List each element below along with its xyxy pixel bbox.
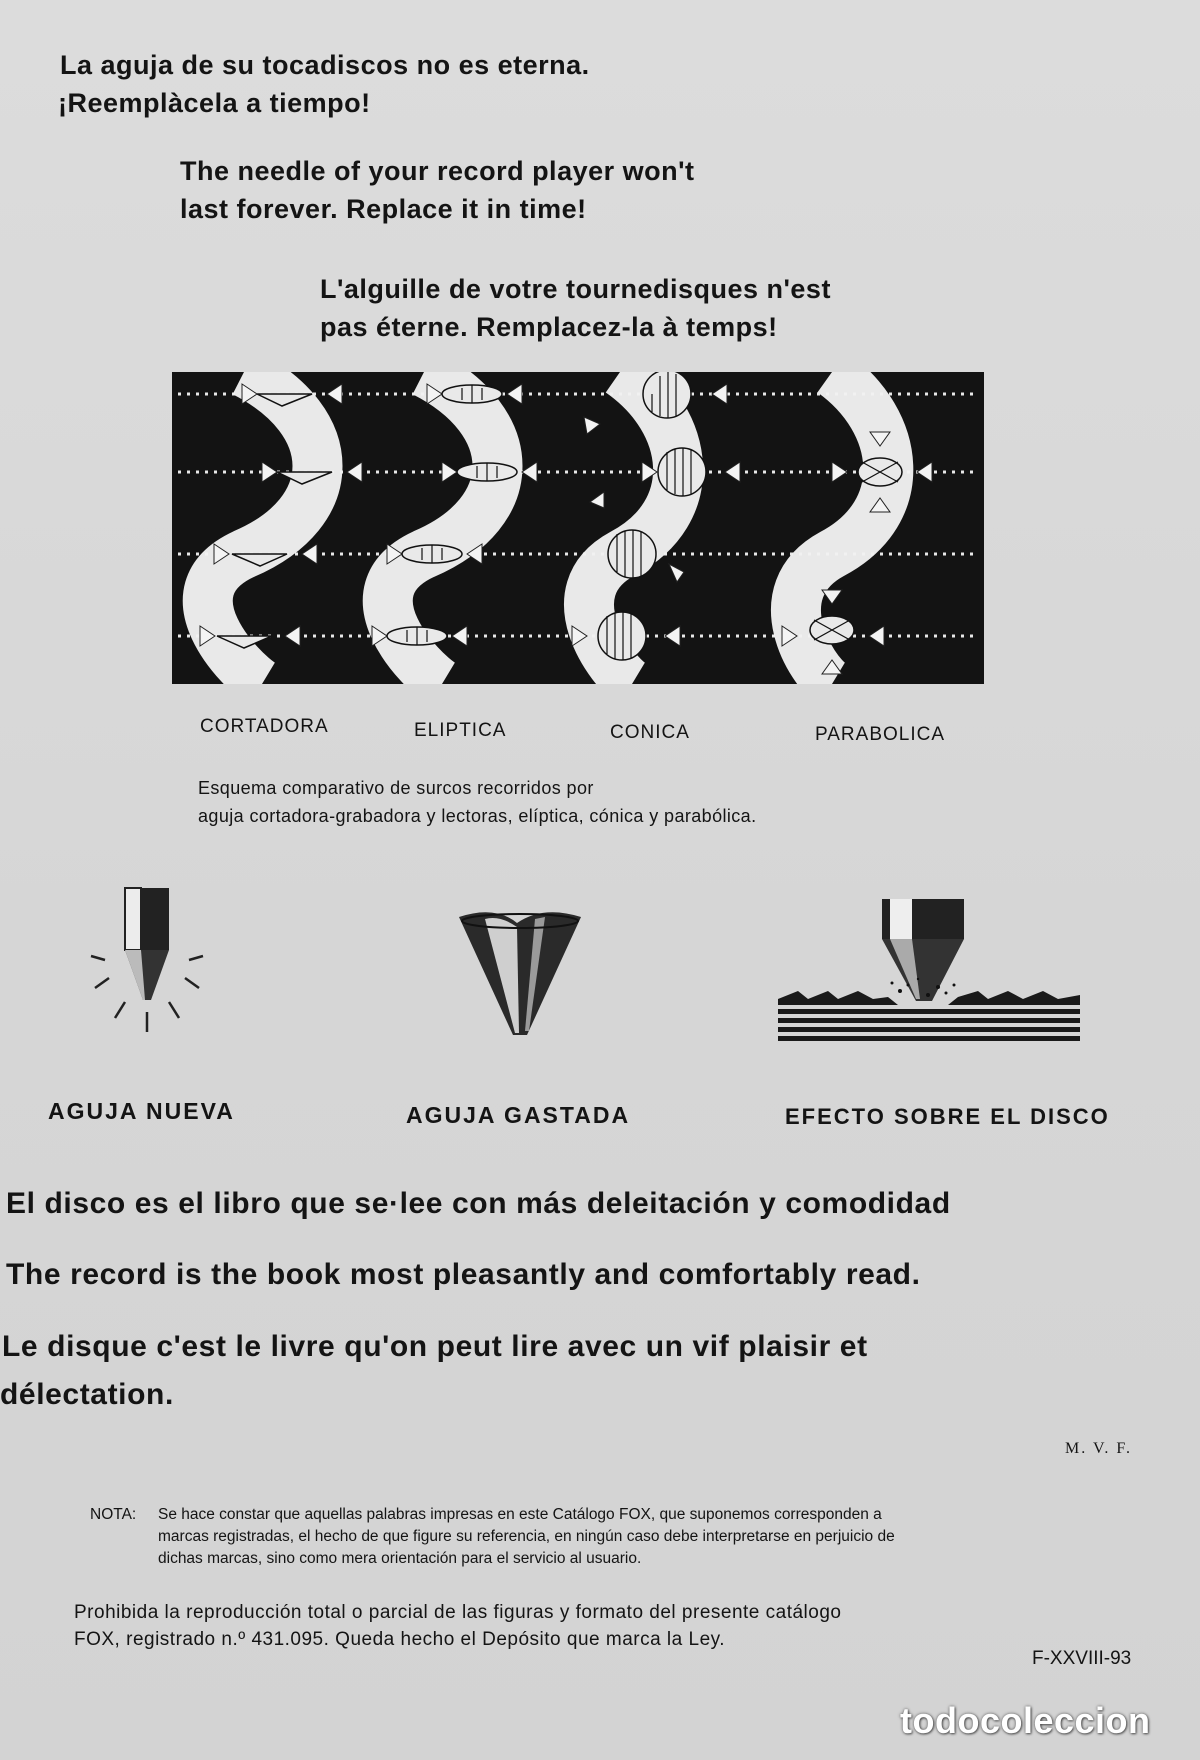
label-record-effect: EFECTO SOBRE EL DISCO <box>785 1104 1110 1129</box>
diagram-label-eliptica: ELIPTICA <box>414 720 507 741</box>
diagram-label-cortadora: CORTADORA <box>200 716 329 737</box>
diagram-caption-line1: Esquema comparativo de surcos recorridos por <box>198 778 594 798</box>
catalog-code: F-XXVIII-93 <box>1032 1648 1132 1669</box>
slogan-fr-line1: Le disque c'est le livre qu'on peut lire avec un vif plaisir et <box>2 1330 868 1363</box>
diagram-caption-line2: aguja cortadora-grabadora y lectoras, elíptica, cónica y parabólica. <box>198 806 757 826</box>
label-new-needle: AGUJA NUEVA <box>48 1098 235 1124</box>
worn-needle-icon <box>455 905 585 1045</box>
slogan-es: El disco es el libro que se·lee con más deleitación y comodidad <box>6 1187 951 1220</box>
copyright-line2: FOX, registrado n.º 431.095. Queda hecho el Depósito que marca la Ley. <box>74 1629 726 1650</box>
slogan-fr-line2: délectation. <box>0 1378 174 1411</box>
signature: M. V. F. <box>1065 1440 1133 1457</box>
nota-label: NOTA: <box>90 1506 137 1523</box>
record-damage-icon <box>778 895 1080 1045</box>
heading-es-line1: La aguja de su tocadiscos no es eterna. <box>60 50 590 80</box>
heading-fr-line2: pas éterne. Remplacez-la à temps! <box>320 312 778 342</box>
copyright-line1: Prohibida la reproducción total o parcial de las figuras y formato del presente catálogo <box>74 1602 842 1623</box>
slogan-en: The record is the book most pleasantly and comfortably read. <box>6 1258 921 1291</box>
nota-line3: dichas marcas, sino como mera orientación para el servicio al usuario. <box>158 1550 642 1567</box>
diagram-label-parabolica: PARABOLICA <box>815 724 946 745</box>
nota-line2: marcas registradas, el hecho de que figure su referencia, en ningún caso debe interpretarse en perjuicio de <box>158 1528 895 1545</box>
heading-en-line1: The needle of your record player won't <box>180 156 695 186</box>
new-needle-icon <box>85 880 225 1040</box>
watermark: todocoleccion <box>900 1700 1151 1741</box>
nota-line1: Se hace constar que aquellas palabras impresas en este Catálogo FOX, que suponemos corresponden a <box>158 1506 882 1523</box>
groove-diagram <box>172 372 984 684</box>
heading-fr-line1: L'alguille de votre tournedisques n'est <box>320 274 831 304</box>
diagram-label-conica: CONICA <box>610 722 690 743</box>
label-worn-needle: AGUJA GASTADA <box>406 1102 631 1128</box>
heading-es-line2: ¡Reemplàcela a tiempo! <box>58 88 371 118</box>
heading-en-line2: last forever. Replace it in time! <box>180 194 587 224</box>
